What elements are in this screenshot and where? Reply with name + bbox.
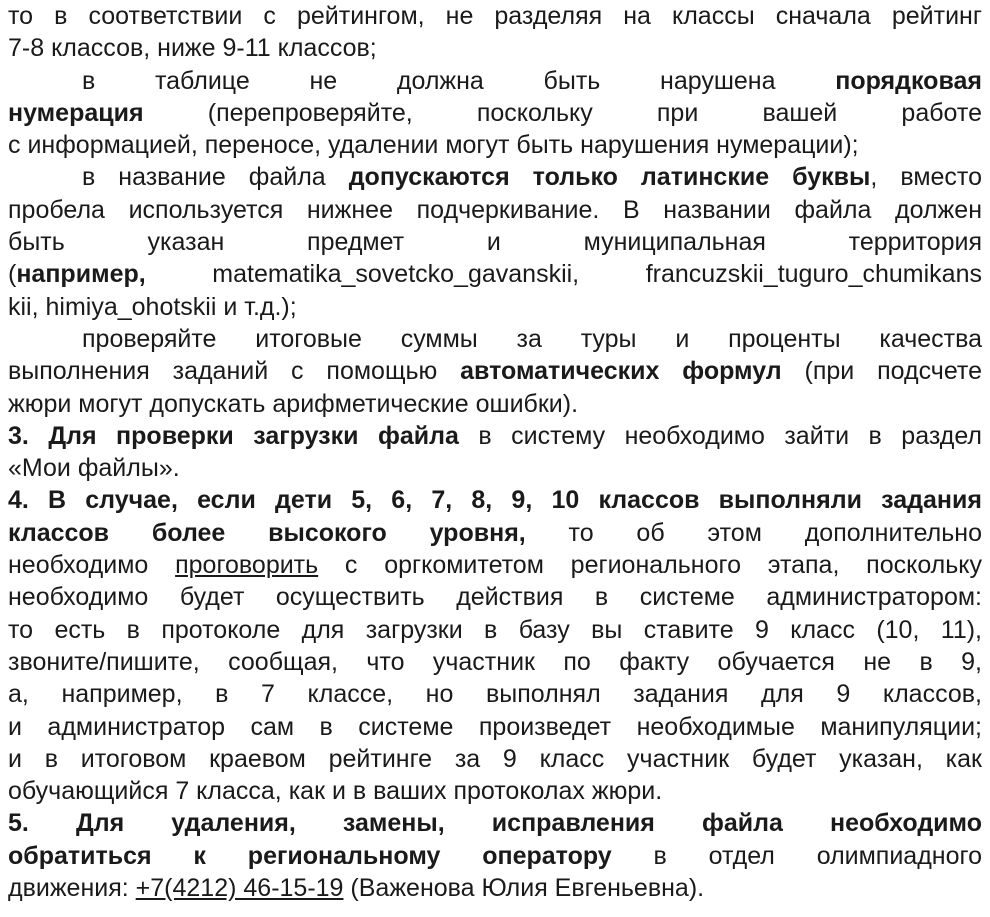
text-line: проверяйте итоговые суммы за туры и проценты качества: [82, 324, 982, 353]
text-line: необходимо будет осуществить действия в системе администратором:: [8, 583, 982, 612]
text-line: [8, 807, 982, 839]
bold-phrase: 5. Для удаления, замены, исправления файла необходимо: [8, 809, 982, 838]
text-line: [8, 484, 982, 516]
bold-phrase: порядковая: [835, 66, 982, 95]
underlined-word: проговорить: [175, 551, 319, 580]
paragraph-check-sums: [8, 323, 982, 420]
text-line: 7-8 классов, ниже 9-11 классов;: [8, 34, 377, 63]
paragraph-numbering: [8, 65, 982, 162]
text-line: обучающийся 7 класса, как и в ваших протоколах жюри.: [8, 777, 663, 806]
paragraph-item-3: [8, 420, 982, 485]
text-line: а, например, в 7 классе, но выполнял задания для 9 классов,: [8, 680, 982, 709]
phone-number: +7(4212) 46-15-19: [135, 874, 344, 903]
text-line: в таблице не должна быть нарушена порядковая: [82, 66, 982, 95]
text-line: kii, himiya_ohotskii и т.д.);: [8, 292, 297, 321]
text-line: обратиться к региональному оператору в отдел олимпиадного: [8, 841, 982, 870]
text-line: пробела используется нижнее подчеркивание. В названии файла должен: [8, 195, 982, 224]
bold-phrase: допускаются только латинские буквы: [348, 163, 871, 192]
text-line: «Мои файлы».: [8, 454, 180, 483]
bold-phrase: нумерация: [8, 98, 144, 127]
bold-phrase: классов более высокого уровня,: [8, 518, 526, 547]
text-line: движения: +7(4212) 46-15-19 (Важенова Юлия Евгеньевна).: [8, 874, 705, 903]
text-line: то в соответствии с рейтингом, не разделяя на классы сначала рейтинг: [8, 2, 982, 30]
paragraph-file-name: [8, 161, 982, 322]
text-line: классов более высокого уровня, то об этом дополнительно: [8, 518, 983, 547]
paragraph-item-5: [8, 807, 982, 904]
paragraph-rating-order: [8, 0, 982, 65]
text-line: (например, matematika_sovetcko_gavanskii, francuzskii_tuguro_chumikans: [8, 260, 982, 289]
text-line: быть указан предмет и муниципальная территория: [8, 228, 982, 257]
text-line: и администратор сам в системе произведет необходимые манипуляции;: [8, 712, 982, 741]
text-line: 3. Для проверки загрузки файла в систему необходимо зайти в раздел: [8, 421, 982, 450]
text-line: жюри могут допускать арифметические ошибки).: [8, 389, 579, 418]
text-line: нумерация (перепроверяйте, поскольку при вашей работе: [8, 98, 982, 127]
text-line: выполнения заданий с помощью автоматических формул (при подсчете: [8, 357, 982, 386]
bold-phrase: 3. Для проверки загрузки файла: [8, 421, 459, 450]
text-line: в название файла допускаются только латинские буквы, вместо: [82, 163, 982, 192]
text-line: необходимо проговорить с оргкомитетом регионального этапа, поскольку: [8, 551, 983, 580]
text-line: звоните/пишите, сообщая, что участник по факту обучается не в 9,: [8, 647, 982, 676]
bold-phrase: автоматических формул: [460, 357, 782, 386]
text-line: и в итоговом краевом рейтинге за 9 класс участник будет указан, как: [8, 744, 982, 773]
bold-phrase: обратиться к: [8, 841, 248, 870]
text-line: то есть в протоколе для загрузки в базу вы ставите 9 класс (10, 11),: [8, 615, 982, 644]
bold-phrase: например,: [16, 260, 146, 289]
bold-phrase: 4. В случае, если дети 5, 6, 7, 8, 9, 10 классов выполняли задания: [8, 486, 982, 515]
bold-phrase: региональному оператору: [247, 841, 612, 870]
text-line: с информацией, переносе, удалении могут быть нарушения нумерации);: [8, 131, 859, 160]
paragraph-item-4: [8, 484, 982, 807]
